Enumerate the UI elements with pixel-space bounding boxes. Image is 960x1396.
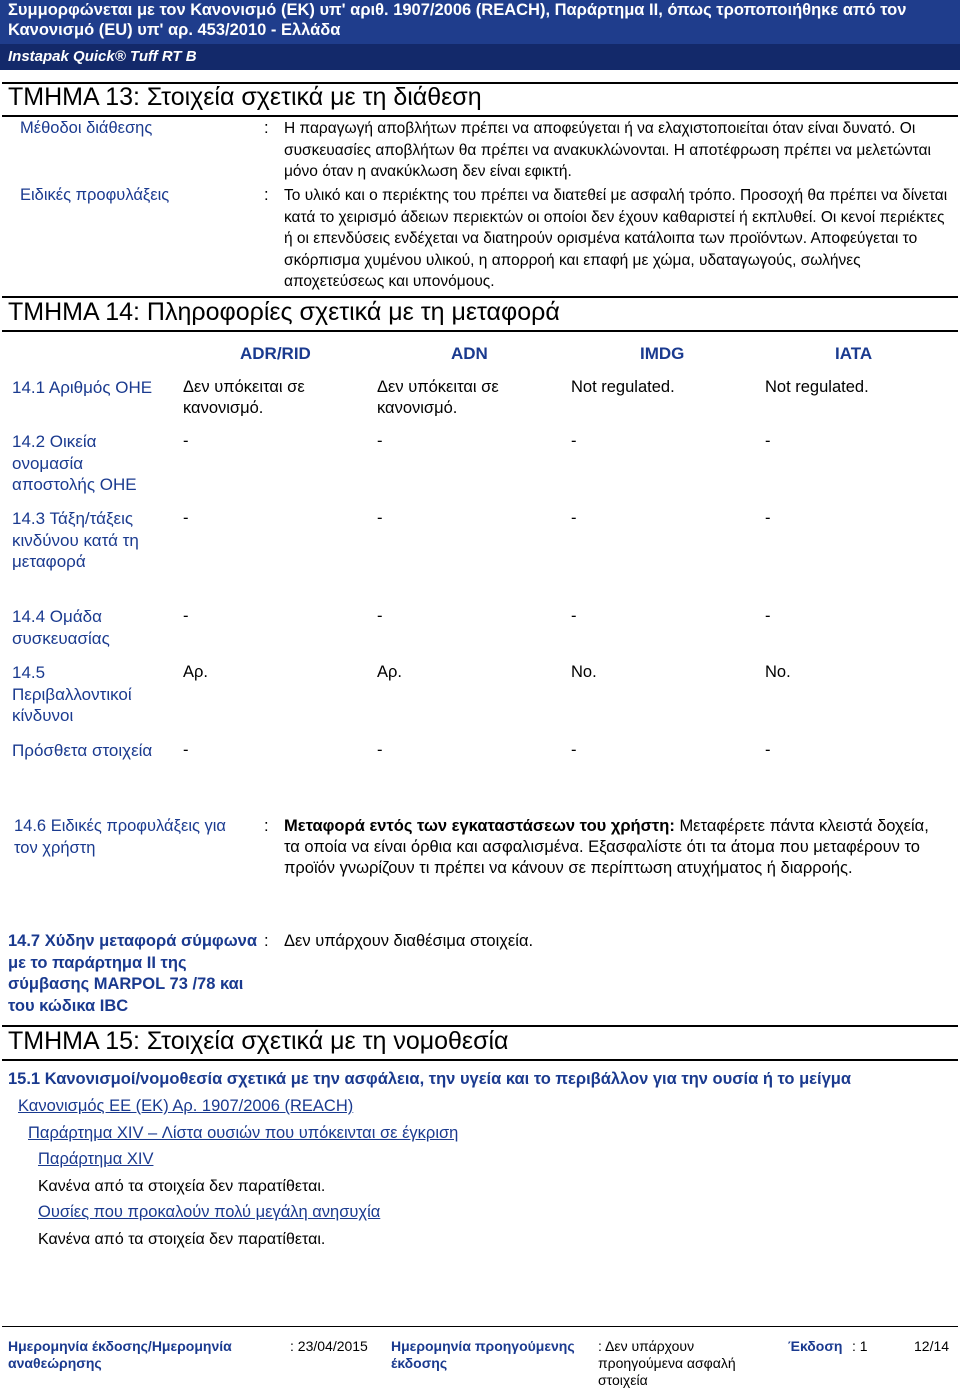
table-cell: - [183,509,189,527]
user-precautions-body: Μεταφέρετε πάντα κλειστά δοχεία, τα οποία να είναι όρθια και ασφαλισμένα. Εξασφαλίστε ότι τα άτομα που μεταφέρουν το προϊόν γνωρίζουν τι πρέπει να κάνουν σε περίπτωση ατυχήματος ή διαρροής. [284,817,929,877]
disposal-methods-label: Μέθοδοι διάθεσης [20,119,153,137]
previous-issue-value: : Δεν υπάρχουν προηγούμενα ασφαλή στοιχεία [598,1338,736,1388]
row-label-packing-group: 14.4 Ομάδα συσκευασίας [12,607,110,648]
colon: : [264,932,269,950]
issue-date-label: Ημερομηνία έκδοσης/Ημερομηνία αναθεώρησης [8,1338,232,1371]
version-value: : 1 [852,1338,868,1354]
bulk-transport-text: Δεν υπάρχουν διαθέσιμα στοιχεία. [284,932,534,950]
table-cell: - [571,432,577,450]
row-label-un-number: 14.1 Αριθμός ΟΗΕ [12,378,153,397]
colon: : [264,119,269,137]
table-cell: - [183,741,189,759]
table-cell: - [377,509,383,527]
regulation-title: Συμμορφώνεται με τον Κανονισμό (ΕΚ) υπ' αριθ. 1907/2006 (REACH), Παράρτημα II, όπως τροποποιήθηκε από τον Κανονισμό (EU) υπ' αρ. 453/2010 - Ελλάδα [8,1,907,39]
special-precautions-label: Ειδικές προφυλάξεις [20,186,170,204]
page-number: 12/14 [914,1338,950,1354]
column-header-adr-rid: ADR/RID [240,344,311,363]
table-cell: No. [571,663,597,681]
table-cell: - [765,607,771,625]
product-name: Instapak Quick® Tuff RT B [0,44,960,70]
table-cell: Αρ. [377,663,402,681]
issue-date-value: : 23/04/2015 [290,1338,368,1354]
user-precautions-text [284,816,944,879]
table-cell: - [183,432,189,450]
section14-title: ΤΜΗΜΑ 14: Πληροφορίες σχετικά με τη μεταφορά [8,298,560,326]
annex-xiv-link[interactable]: Παράρτημα XIV [38,1150,154,1168]
svhc-text: Κανένα από τα στοιχεία δεν παρατίθεται. [38,1231,326,1248]
column-header-imdg: IMDG [640,344,685,363]
table-cell: - [765,432,771,450]
table-cell: - [377,741,383,759]
table-cell: Not regulated. [571,378,675,396]
row-label-shipping-name: 14.2 Οικεία ονομασία αποστολής ΟΗΕ [12,432,137,494]
bulk-transport-label: 14.7 Χύδην μεταφορά σύμφωνα με το παράρτημα II της σύμβασης MARPOL 73 /78 και του κώδικα IBC [8,932,257,1015]
section15-subtitle: 15.1 Κανονισμοί/νομοθεσία σχετικά με την ασφάλεια, την υγεία και το περιβάλλον για την ουσία ή το μείγμα [8,1070,851,1088]
section13-title: ΤΜΗΜΑ 13: Στοιχεία σχετικά με τη διάθεση [8,83,482,111]
special-precautions-text: Το υλικό και ο περιέκτης του πρέπει να διατεθεί με ασφαλή τρόπο. Προσοχή θα πρέπει να δίνεται κατά το χειρισμό άδειων περιεκτών οι οποίοι δεν έχουν καθαριστεί ή εκπλυθεί. Οι κενοί περιέκτες ή οι επενδύσεις ενδέχεται να διατηρούν ορισμένα κατάλοιπα των προϊόντων. Αποφεύγεται το σκόρπισμα χυμένου υλικού, η απορροή και επαφή με χώμα, υδαταγωγούς, σωλήνες αποχετεύσεως και υπονόμους. [284,187,948,290]
section-divider [2,115,958,117]
section-divider [2,330,958,332]
annex-xiv-text: Κανένα από τα στοιχεία δεν παρατίθεται. [38,1178,326,1195]
footer-divider [2,1326,958,1327]
section15-title: ΤΜΗΜΑ 15: Στοιχεία σχετικά με τη νομοθεσία [8,1027,509,1055]
document-header [0,0,960,70]
table-cell: Αρ. [183,663,208,681]
table-cell: - [765,509,771,527]
reach-regulation-link[interactable]: Κανονισμός ΕΕ (ΕΚ) Αρ. 1907/2006 (REACH) [18,1097,354,1115]
row-label-environmental-hazards: 14.5 Περιβαλλοντικοί κίνδυνοι [12,663,132,725]
user-precautions-heading: Μεταφορά εντός των εγκαταστάσεων του χρήστη: [284,817,675,835]
table-cell: Δεν υπόκειται σε κανονισμό. [183,378,305,417]
annex-xiv-list-link[interactable]: Παράρτημα XIV – Λίστα ουσιών που υπόκεινται σε έγκριση [28,1124,459,1142]
table-cell: Not regulated. [765,378,869,396]
column-header-adn: ADN [451,344,488,363]
table-cell: - [571,607,577,625]
table-cell: - [765,741,771,759]
table-cell: - [571,509,577,527]
colon: : [264,186,269,204]
table-cell: - [377,607,383,625]
colon: : [264,817,269,835]
table-cell: - [377,432,383,450]
version-label: Έκδοση [788,1338,843,1354]
svhc-link[interactable]: Ουσίες που προκαλούν πολύ μεγάλη ανησυχία [38,1203,381,1221]
disposal-methods-text: Η παραγωγή αποβλήτων πρέπει να αποφεύγεται ή να ελαχιστοποιείται όταν είναι δυνατό. Οι συσκευασίες αποβλήτων θα πρέπει να ανακυκλώνονται. Η αποτέφρωση πρέπει να μελετώνται μόνο όταν η ανακύκλωση δεν είναι εφικτή. [284,120,931,180]
table-cell: No. [765,663,791,681]
user-precautions-label: 14.6 Ειδικές προφυλάξεις για τον χρήστη [14,817,226,857]
section-divider [2,1059,958,1061]
row-label-hazard-class: 14.3 Τάξη/τάξεις κινδύνου κατά τη μεταφορά [12,509,139,571]
table-cell: Δεν υπόκειται σε κανονισμό. [377,378,499,417]
column-header-iata: IATA [835,344,873,363]
row-label-additional-info: Πρόσθετα στοιχεία [12,741,153,760]
table-cell: - [183,607,189,625]
previous-issue-label: Ημερομηνία προηγούμενης έκδοσης [391,1338,575,1371]
table-cell: - [571,741,577,759]
